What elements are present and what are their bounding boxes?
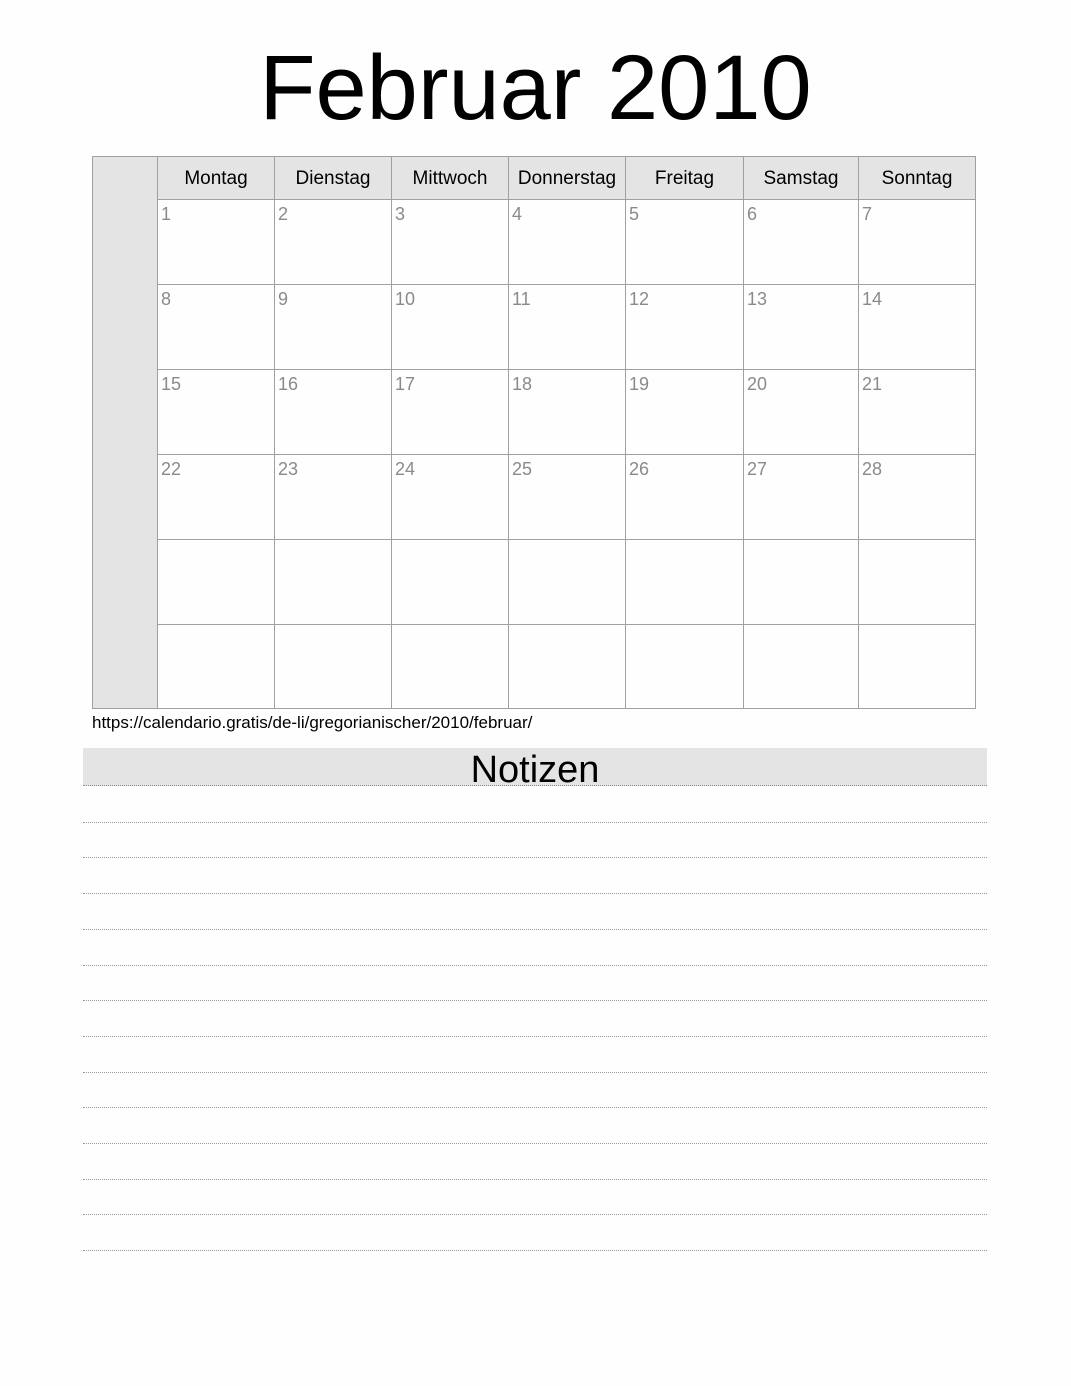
day-cell[interactable] — [275, 625, 392, 709]
day-cell[interactable] — [744, 370, 859, 455]
day-cell[interactable] — [275, 285, 392, 370]
note-line — [83, 1107, 987, 1108]
week-number-column — [93, 157, 158, 708]
day-cell[interactable] — [744, 455, 859, 540]
day-cell[interactable] — [509, 455, 626, 540]
day-cell[interactable] — [509, 285, 626, 370]
day-number: 13 — [747, 289, 768, 309]
note-line — [83, 1143, 987, 1144]
day-cell[interactable] — [158, 200, 275, 285]
day-cell[interactable] — [392, 455, 509, 540]
note-line — [83, 893, 987, 894]
day-cell[interactable] — [626, 370, 744, 455]
calendar-grid — [92, 156, 976, 709]
source-url: https://calendario.gratis/de-li/gregorianischer/2010/februar/ — [92, 713, 533, 732]
day-number: 12 — [629, 289, 650, 309]
day-number: 2 — [278, 204, 289, 224]
note-line — [83, 1250, 987, 1251]
day-number: 19 — [629, 374, 650, 394]
note-line — [83, 965, 987, 966]
day-cell[interactable] — [275, 370, 392, 455]
day-cell[interactable] — [744, 625, 859, 709]
weekday-header: Donnerstag — [509, 157, 626, 200]
day-cell[interactable] — [626, 455, 744, 540]
day-cell[interactable] — [158, 370, 275, 455]
day-number: 7 — [862, 204, 873, 224]
note-line — [83, 1072, 987, 1073]
day-number: 5 — [629, 204, 640, 224]
day-cell[interactable] — [275, 200, 392, 285]
note-line — [83, 1179, 987, 1180]
day-number: 23 — [278, 459, 299, 479]
note-line — [83, 1036, 987, 1037]
day-number: 16 — [278, 374, 299, 394]
day-number: 1 — [161, 204, 172, 224]
weekday-header: Dienstag — [275, 157, 392, 200]
day-number: 24 — [395, 459, 416, 479]
day-cell[interactable] — [744, 200, 859, 285]
day-cell[interactable] — [158, 455, 275, 540]
day-cell[interactable] — [509, 200, 626, 285]
note-line — [83, 1000, 987, 1001]
day-cell[interactable] — [859, 455, 976, 540]
note-line — [83, 929, 987, 930]
day-cell[interactable] — [392, 285, 509, 370]
weekday-header: Montag — [158, 157, 275, 200]
day-number: 3 — [395, 204, 406, 224]
day-cell[interactable] — [392, 540, 509, 625]
day-cell[interactable] — [392, 625, 509, 709]
day-cell[interactable] — [626, 285, 744, 370]
note-line — [83, 857, 987, 858]
day-cell[interactable] — [626, 540, 744, 625]
day-cell[interactable] — [392, 200, 509, 285]
day-cell[interactable] — [158, 540, 275, 625]
day-number: 9 — [278, 289, 289, 309]
day-number: 21 — [862, 374, 883, 394]
day-cell[interactable] — [275, 455, 392, 540]
day-number: 17 — [395, 374, 416, 394]
day-cell[interactable] — [509, 540, 626, 625]
day-cell[interactable] — [859, 285, 976, 370]
day-number: 14 — [862, 289, 883, 309]
day-number: 18 — [512, 374, 533, 394]
day-cell[interactable] — [744, 540, 859, 625]
note-line — [83, 1214, 987, 1215]
day-number: 6 — [747, 204, 758, 224]
weekday-header: Mittwoch — [392, 157, 509, 200]
day-cell[interactable] — [158, 285, 275, 370]
day-cell[interactable] — [509, 625, 626, 709]
notes-header: Notizen — [83, 748, 987, 786]
day-cell[interactable] — [744, 285, 859, 370]
day-cell[interactable] — [392, 370, 509, 455]
day-number: 4 — [512, 204, 523, 224]
weekday-header: Samstag — [744, 157, 859, 200]
weekday-header: Freitag — [626, 157, 744, 200]
day-number: 15 — [161, 374, 182, 394]
page-title: Februar 2010 — [259, 37, 812, 139]
day-cell[interactable] — [626, 625, 744, 709]
day-cell[interactable] — [859, 625, 976, 709]
day-number: 20 — [747, 374, 768, 394]
day-number: 11 — [512, 289, 531, 309]
day-number: 27 — [747, 459, 768, 479]
day-number: 10 — [395, 289, 416, 309]
day-cell[interactable] — [859, 370, 976, 455]
day-number: 8 — [161, 289, 172, 309]
day-cell[interactable] — [509, 370, 626, 455]
day-cell[interactable] — [158, 625, 275, 709]
note-line — [83, 822, 987, 823]
day-number: 25 — [512, 459, 533, 479]
weekday-header: Sonntag — [859, 157, 976, 200]
day-cell[interactable] — [626, 200, 744, 285]
day-cell[interactable] — [859, 200, 976, 285]
day-cell[interactable] — [859, 540, 976, 625]
day-number: 28 — [862, 459, 883, 479]
day-number: 26 — [629, 459, 650, 479]
day-cell[interactable] — [275, 540, 392, 625]
day-number: 22 — [161, 459, 182, 479]
